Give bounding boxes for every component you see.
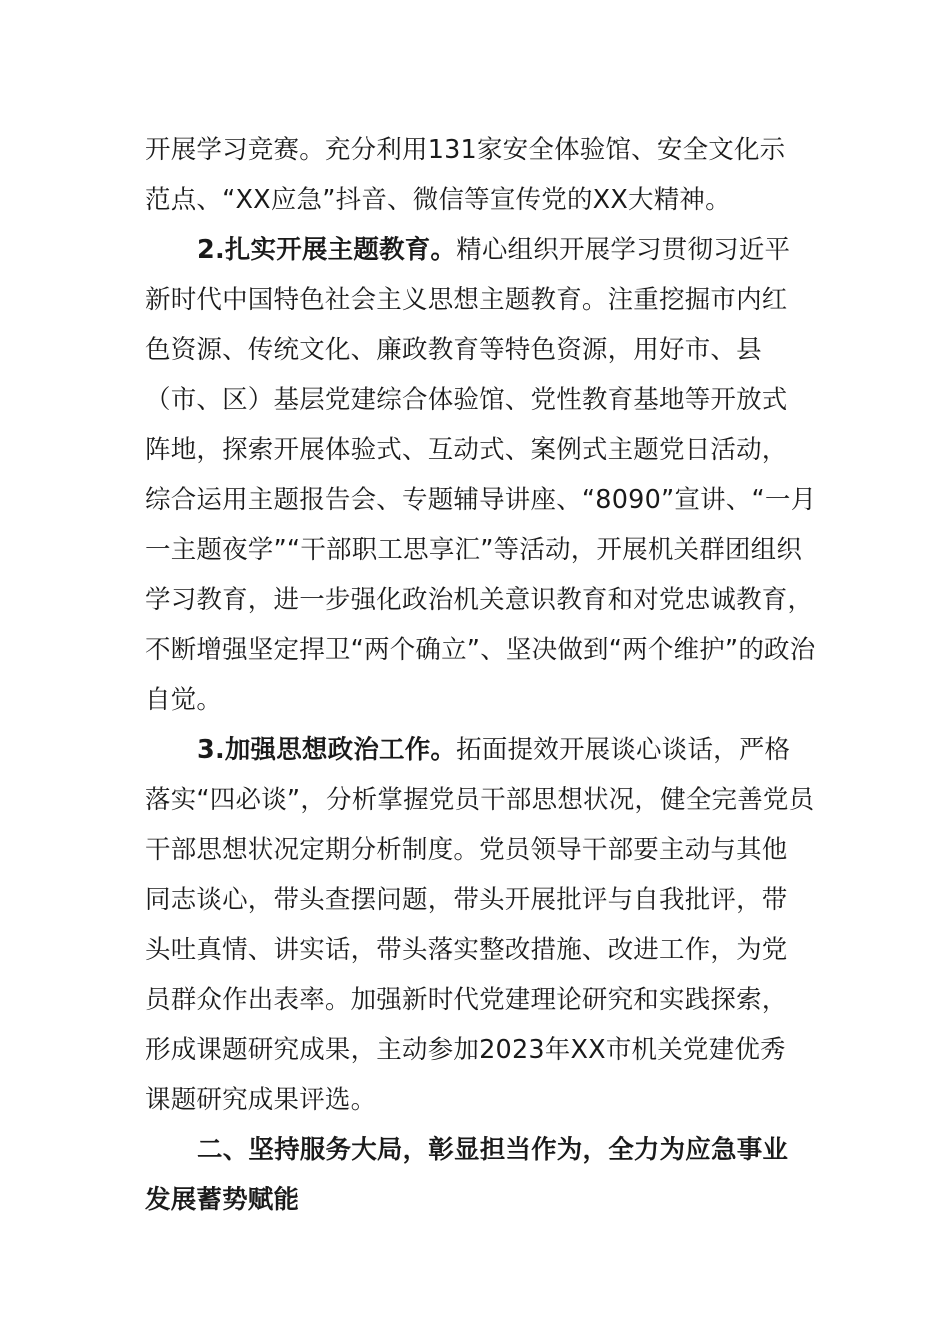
text-line: 阵地，探索开展体验式、互动式、案例式主题党日活动， [145,435,788,465]
heading-line: 发展蓄势赋能 [145,1185,300,1215]
text-line: 自觉。 [145,685,223,715]
section-heading [145,1125,810,1225]
text-line [145,225,810,275]
text-line: 落实“四必谈”，分析掌握党员干部思想状况，健全完善党员 [145,785,815,815]
text-run: 拓面提效开展谈心谈话，严格 [456,735,791,765]
text-line: 色资源、传统文化、廉政教育等特色资源，用好市、县 [145,335,762,365]
text-line [145,725,810,775]
text-line: 一主题夜学”“干部职工思享汇”等活动，开展机关群团组织 [145,535,803,565]
text-line: 课题研究成果评选。 [145,1085,377,1115]
section-lead-heading: 2.扎实开展主题教育。 [197,235,457,265]
text-line: 形成课题研究成果，主动参加2023年XX市机关党建优秀 [145,1035,786,1065]
text-line: 同志谈心，带头查摆问题，带头开展批评与自我批评，带 [145,885,788,915]
text-line: 干部思想状况定期分析制度。党员领导干部要主动与其他 [145,835,788,865]
document-body [145,125,817,1225]
text-line: 开展学习竞赛。充分利用131家安全体验馆、安全文化示 [145,135,786,165]
text-line: 员群众作出表率。加强新时代党建理论研究和实践探索， [145,985,788,1015]
paragraph-theme-education [145,225,817,725]
paragraph-ideological-work [145,725,815,1125]
text-line: 综合运用主题报告会、专题辅导讲座、“8090”宣讲、“一月 [145,485,817,515]
heading-line: 二、坚持服务大局，彰显担当作为，全力为应急事业 [197,1135,789,1165]
text-line: 范点、“XX应急”抖音、微信等宣传党的XX大精神。 [145,185,731,215]
text-line: （市、区）基层党建综合体验馆、党性教育基地等开放式 [145,385,788,415]
text-line: 头吐真情、讲实话，带头落实整改措施、改进工作，为党 [145,935,788,965]
text-run: 精心组织开展学习贯彻习近平 [456,235,791,265]
text-line: 新时代中国特色社会主义思想主题教育。注重挖掘市内红 [145,285,788,315]
text-line: 学习教育，进一步强化政治机关意识教育和对党忠诚教育， [145,585,814,615]
text-line: 不断增强坚定捍卫“两个确立”、坚决做到“两个维护”的政治 [145,635,816,665]
section-lead-heading: 3.加强思想政治工作。 [197,735,457,765]
paragraph-study-competition [145,125,810,225]
